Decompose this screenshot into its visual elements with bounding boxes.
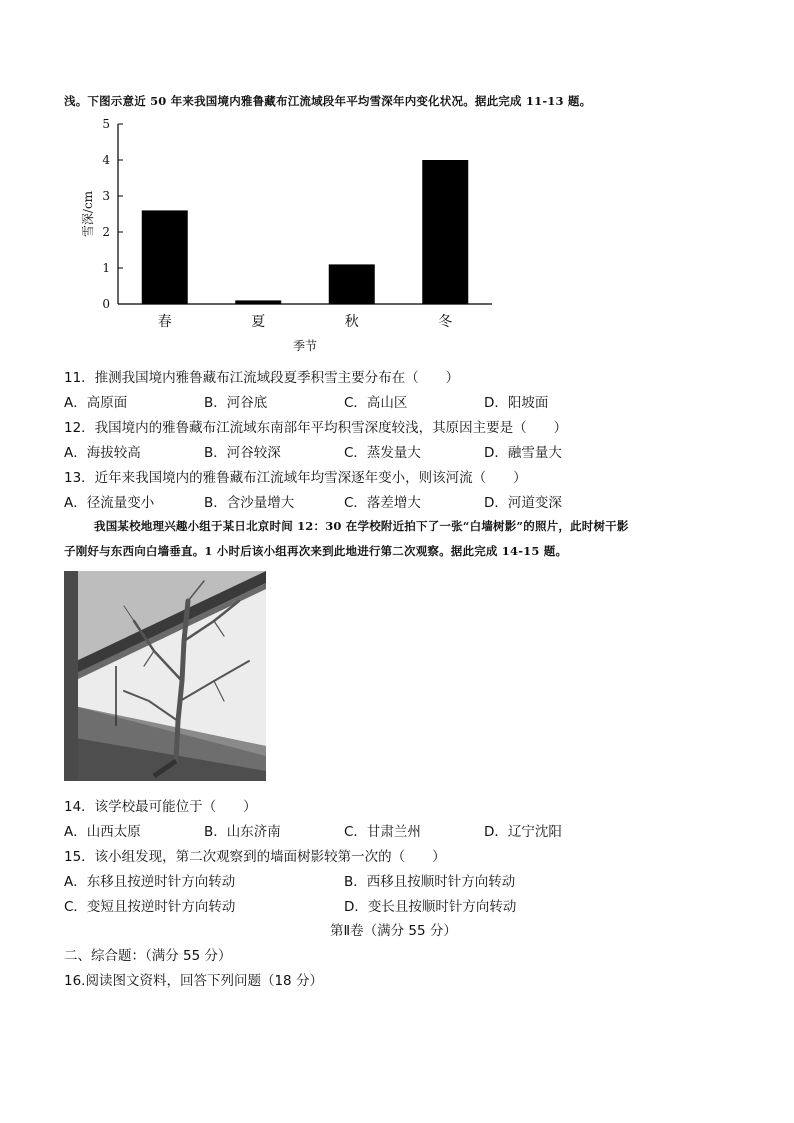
question-16: 16.阅读图文资料，回答下列问题（18 分） [64,973,323,989]
bar-2 [235,300,281,304]
y-axis-label: 雪深/cm [81,190,95,238]
question-14: 14．该学校最可能位于（ ） [64,799,257,815]
y-tick-label: 4 [102,153,110,167]
x-tick-label: 冬 [438,314,453,330]
q13-option-a: A．径流量变小 [64,495,155,511]
question-15: 15．该小组发现，第二次观察到的墙面树影较第一次的（ ） [64,849,446,865]
question-13: 13．近年来我国境内的雅鲁藏布江流域年均雪深逐年变小，则该河流（ ） [64,470,527,486]
y-tick-label: 5 [102,117,110,131]
bar-1 [142,210,188,304]
q14-option-c: C．甘肃兰州 [344,824,421,840]
q13-option-c: C．落差增大 [344,495,421,511]
q15-option-c: C．变短且按逆时针方向转动 [64,899,236,915]
intro-text-2-line-2: 子刚好与东西向白墙垂直。1 小时后该小组再次来到此地进行第二次观察。据此完成 14-15 题。 [64,544,568,558]
x-tick-label: 秋 [344,314,359,330]
x-tick-label: 春 [157,314,172,330]
q11-option-a: A．高原面 [64,395,128,411]
q11-option-b: B．河谷底 [204,395,268,411]
snow-depth-bar-chart [70,112,510,357]
q12-option-a: A．海拔较高 [64,445,141,461]
y-tick-label: 0 [102,297,110,311]
q11-option-d: D．阳坡面 [484,395,549,411]
q11-option-c: C．高山区 [344,395,408,411]
intro-text-1: 浅。下图示意近 50 年来我国境内雅鲁藏布江流域段年平均雪深年内变化状况。据此完成 11-13 题。 [64,94,592,108]
q15-option-a: A．东移且按逆时针方向转动 [64,874,236,890]
bar-3 [329,264,375,304]
question-12: 12．我国境内的雅鲁藏布江流域东南部年平均积雪深度较浅，其原因主要是（ ） [64,420,568,436]
y-tick-label: 2 [102,225,110,239]
x-axis-label: 季节 [292,339,318,353]
q15-option-d: D．变长且按顺时针方向转动 [344,899,517,915]
intro-text-2-line-1: 我国某校地理兴趣小组于某日北京时间 12：30 在学校附近拍下了一张“白墙树影”的照片，此时树干影 [94,519,629,533]
bar-4 [422,160,468,304]
section-heading: 二、综合题：（满分 55 分） [64,948,232,964]
question-11: 11．推测我国境内雅鲁藏布江流域段夏季积雪主要分布在（ ） [64,370,460,386]
q14-option-a: A．山西太原 [64,824,141,840]
x-tick-label: 夏 [251,314,266,330]
q14-option-b: B．山东济南 [204,824,281,840]
q14-option-d: D．辽宁沈阳 [484,824,562,840]
y-tick-label: 1 [102,261,110,275]
q12-option-b: B．河谷较深 [204,445,281,461]
q12-option-c: C．蒸发量大 [344,445,421,461]
q12-option-d: D．融雪量大 [484,445,562,461]
y-tick-label: 3 [102,189,110,203]
q15-option-b: B．西移且按顺时针方向转动 [344,874,516,890]
q13-option-b: B．含沙量增大 [204,495,295,511]
section-title: 第Ⅱ卷（满分 55 分） [330,923,457,939]
q13-option-d: D．河道变深 [484,495,562,511]
wall-tree-shadow-photo [64,571,266,781]
